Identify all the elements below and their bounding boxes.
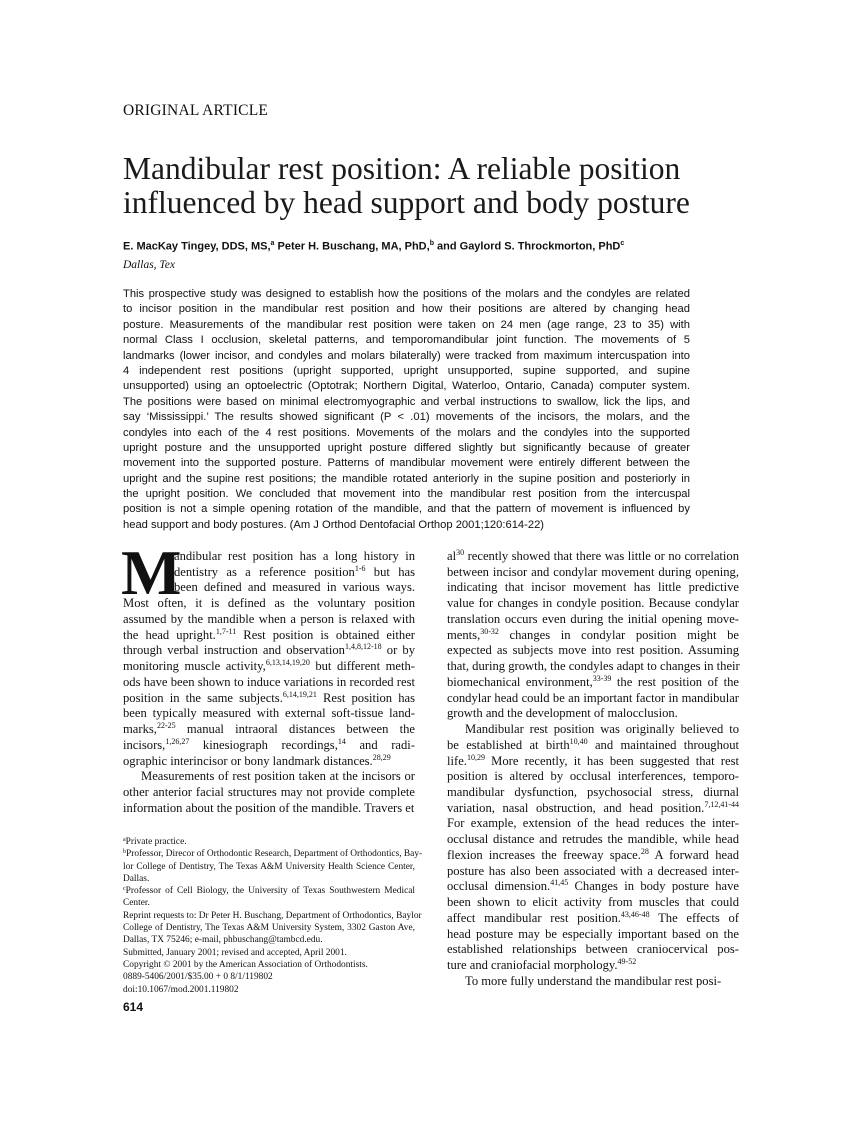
text-line: The positions were based on minimal electromyographic and verbal instructions to swallow, lick the lips, and	[123, 395, 690, 408]
text-line: say ‘Mississippi.’ The results showed significant (P < .01) movements of the incisors, the molars, and the	[123, 411, 690, 424]
text-line: established relationships between craniocervical pos-	[447, 942, 739, 957]
title-line: Mandibular rest position: A reliable position	[123, 151, 681, 186]
text-line: andibular rest position has a long history in	[174, 549, 415, 563]
text-line: posture has also been associated with a decreased inter-	[447, 863, 739, 878]
author-name: and Gaylord S. Throckmorton, PhD	[433, 240, 621, 253]
author-name: E. MacKay Tingey, DDS, MS,	[123, 240, 271, 253]
page-number: 614	[123, 1000, 144, 1014]
text-line: other anterior facial structures may not provide complete	[123, 785, 415, 800]
text-line: affect mandibular rest position.$^{43,46-48}$ The effects of	[447, 909, 739, 925]
text-line: lor College of Dentistry, The Texas A&M University Health Science Center,	[123, 861, 415, 872]
text-line: Mandibular rest position was originally believed to	[465, 722, 739, 737]
text-line: the upright position. We concluded that movement into the mandibular rest position from the intercuspal	[123, 488, 690, 501]
citation-superscript: 6,14,19,21	[282, 689, 317, 699]
citation-superscript: 28	[640, 846, 649, 856]
citation-superscript: c	[123, 886, 126, 893]
text-line: ographic interincisor or bony landmark distances.$^{28,29}$	[123, 752, 391, 768]
text-line: be established at birth$^{10,40}$ and maintained throughout	[447, 736, 739, 752]
text-line: Dallas.	[123, 873, 150, 884]
title-line: influenced by head support and body posture	[123, 185, 690, 220]
citation-superscript: 41,45	[550, 878, 569, 888]
text-line: ments,$^{30-32}$ changes in condylar position might be	[447, 626, 739, 642]
text-line: expected as subjects move into rest position. Assuming	[447, 643, 739, 658]
citation-superscript: 10,29	[466, 752, 485, 762]
text-line: Measurements of rest position taken at the incisors or	[141, 769, 415, 784]
text-line: occlusal distance and retrudes the mandible, while head	[447, 832, 739, 847]
text-line: $al^{30}$ recently showed that there was little or no correlation	[447, 548, 739, 563]
text-line: movement into the supported posture. Patterns of mandibular movement were entirely different between the	[123, 457, 690, 470]
text-line: indicating that incisor movement has little predictive	[447, 580, 739, 595]
text-line: ture and craniofacial morphology.$^{49-52}$	[447, 957, 637, 973]
affiliation-mark: b	[429, 240, 434, 247]
citation-superscript: 7,12,41-44	[704, 799, 739, 809]
text-line: growth and the development of malocclusion.	[447, 706, 678, 721]
text-line: Submitted, January 2001; revised and accepted, April 2001.	[123, 947, 347, 958]
footnotes	[123, 836, 423, 996]
text-line: head support and body postures. (Am J Orthod Dentofacial Orthop 2001;120:614-22)	[123, 518, 545, 531]
text-line: Most often, it is defined as the voluntary position	[123, 596, 415, 611]
author-name: Peter H. Buschang, MA, PhD,	[274, 240, 430, 253]
citation-superscript: 1,4,8,12-18	[344, 642, 382, 652]
text-line: been shown to elicit activity from muscles that could	[447, 895, 739, 910]
text-line: Reprint requests to: Dr Peter H. Buschang, Department of Orthodontics, Baylor	[123, 910, 422, 921]
citation-superscript: 22-25	[156, 721, 176, 731]
text-line: Copyright © 2001 by the American Association of Orthodontists.	[123, 959, 368, 970]
body-column-left	[123, 549, 415, 816]
body-column-right	[447, 549, 739, 990]
text-line: mandibular dysfunction, psychosocial stress, diurnal	[447, 785, 739, 800]
citation-superscript: a	[123, 837, 126, 843]
text-line: condyles into each of the 4 rest positions. Movements of the molars and the condyles into the supported	[123, 426, 690, 439]
text-line: translation occurs even during the initial opening move-	[447, 611, 739, 626]
citation-superscript: 30-32	[480, 626, 499, 636]
text-line: 0889-5406/2001/$35.00 + 0 8/1/119802	[123, 972, 273, 983]
citation-superscript: 33-39	[592, 673, 612, 683]
text-line: For example, extension of the head reduces the inter-	[447, 816, 739, 831]
text-line: upright posture and the unsupported upright posture differed slightly but significantly because of greater	[123, 441, 690, 454]
citation-superscript: 49-52	[617, 957, 637, 967]
text-line: This prospective study was designed to establish how the positions of the molars and the condyles are related	[123, 288, 690, 300]
text-line: $^a$Private practice.	[123, 837, 187, 847]
text-line: condylar head could be an important factor in mandibular	[447, 690, 739, 705]
text-line: marks,$^{22-25}$ manual intraoral distances between the	[123, 721, 415, 737]
text-line: dentistry as a reference position$^{1-6}$ but has	[174, 563, 415, 579]
text-line: Dallas, TX 75246; e-mail, phbuschang@tambcd.edu.	[123, 935, 323, 946]
text-line: through verbal instruction and observation$^{1,4,8,12-18}$ or by	[123, 642, 416, 658]
text-line: incisors,$^{1,26,27}$ kinesiograph recordings,$^{14}$ and radi-	[123, 736, 415, 752]
citation-superscript: b	[123, 849, 126, 856]
text-line: assumed by the mandible when a person is relaxed with	[123, 611, 415, 626]
text-line: biomechanical environment,$^{33-39}$ the rest position of the	[447, 673, 739, 689]
text-line: landmarks (lower incisor, and condyles and molars bilaterally) were tracked from maximum intercuspation into	[123, 349, 690, 362]
text-line: unsupported) using an optoelectric (Optotrak; Northern Digital, Waterloo, Ontario, Canada) computer system.	[123, 380, 690, 393]
citation-superscript: 43,46-48	[620, 909, 650, 919]
text-line: the head upright.$^{1,7-11}$ Rest position is obtained either	[123, 626, 416, 642]
citation-superscript: 10,40	[569, 736, 588, 746]
affiliation-mark: c	[620, 240, 625, 247]
article-title	[123, 152, 690, 220]
text-line: information about the position of the mandible. Travers et	[123, 800, 415, 815]
text-line: variation, nasal obstruction, and head position.$^{7,12,41-44}$	[447, 799, 739, 815]
text-line: that, during growth, the condyles adapt to changes in their	[447, 659, 740, 674]
text-line: To more fully understand the mandibular rest posi-	[465, 973, 722, 988]
text-line: doi:10.1067/mod.2001.119802	[123, 984, 239, 995]
citation-superscript: 1,26,27	[165, 736, 190, 746]
citation-superscript: 28,29	[372, 752, 391, 762]
text-line: position is not a simple opening rotation of the mandible, and that the pattern of movement is influenced by	[123, 503, 690, 516]
text-line: to incisor position in the mandibular rest position and how their positions are altered by changing head	[123, 303, 690, 316]
text-line: normal Class I occlusion, skeletal patterns, and temporomandibular joint function. The movements of 5	[123, 334, 690, 347]
text-line: been defined and measured in various ways.	[174, 580, 415, 595]
text-line: head posture may be especially important based on the	[447, 926, 739, 941]
affiliation-mark: a	[270, 240, 275, 247]
citation-superscript: 14	[337, 736, 346, 746]
citation-superscript: 1-6	[354, 563, 366, 573]
text-line: $^b$Professor, Direcor of Orthodontic Research, Department of Orthodontics, Bay-	[123, 849, 423, 860]
text-line: College of Dentistry, The Texas A&M University System, 3302 Gaston Ave,	[123, 923, 415, 934]
text-line: flexion increases the freeway space.$^{28}$ A forward head	[447, 846, 739, 862]
citation-superscript: 30	[456, 548, 465, 557]
section-label: ORIGINAL ARTICLE	[123, 102, 269, 119]
abstract	[123, 287, 690, 533]
text-line: occlusal dimension.$^{41,45}$ Changes in body posture have	[447, 878, 739, 894]
text-line: $^c$Professor of Cell Biology, the University of Texas Southwestern Medical	[123, 886, 415, 897]
text-line: life.$^{10,29}$ More recently, it has been suggested that rest	[447, 752, 739, 768]
text-line: ods have been shown to induce variations in recorded rest	[123, 674, 415, 689]
citation-superscript: 6,13,14,19,20	[265, 658, 310, 668]
author-location: Dallas, Tex	[123, 259, 175, 271]
text-line: position is altered by occlusal interferences, temporo-	[447, 769, 739, 784]
text-line: monitoring muscle activity,$^{6,13,14,19,20}$ but different meth-	[123, 658, 415, 674]
text-line: upright and the supine rest positions; the mandible rotated anteriorly in the supine position and posteriorly in	[123, 472, 690, 485]
text-line: been typically measured with external soft-tissue land-	[123, 706, 415, 721]
author-list	[123, 240, 624, 253]
text-line: value for changes in condyle position. Because condylar	[447, 596, 739, 611]
text-line: between incisor and condylar movement during opening,	[447, 564, 739, 579]
text-line: position in the same subjects.$^{6,14,19,21}$ Rest position has	[123, 689, 415, 705]
drop-cap: M	[121, 537, 182, 608]
text-line: 4 independent rest positions (upright supported, upright unsupported, supine supported, and supine	[123, 364, 690, 377]
text-line: posture. Measurements of the mandibular rest position were taken on 24 men (age range, 23 to 35) with	[123, 318, 690, 331]
text-line: Center.	[123, 898, 150, 909]
citation-superscript: 1,7-11	[215, 626, 237, 636]
